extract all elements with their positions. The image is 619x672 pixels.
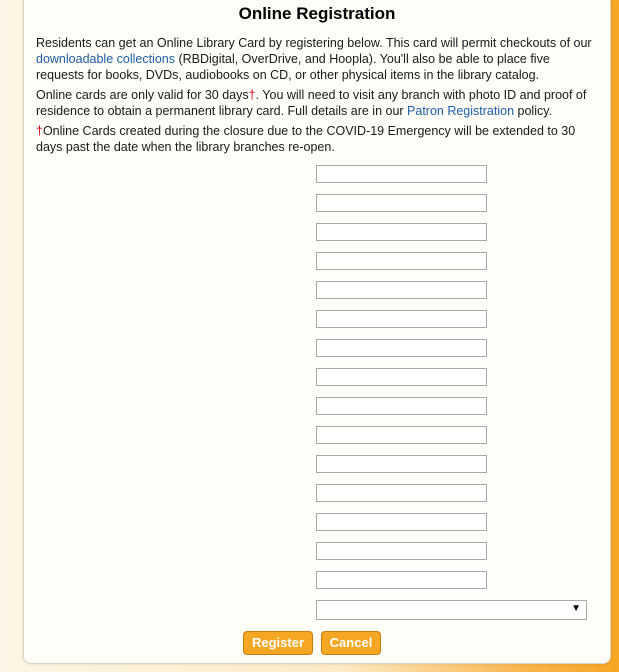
birthday-mm-dd-yyyy-input[interactable] [316, 281, 487, 299]
covid-note-text: Online Cards created during the closure due to the COVID-19 Emergency will be extended to 30 days past the date when the library branches re-open. [36, 124, 576, 154]
zip-input[interactable] [316, 426, 487, 444]
city-input[interactable] [316, 368, 487, 386]
register-button[interactable]: Register [243, 631, 313, 655]
dagger-mark: † [36, 124, 43, 138]
state-input[interactable] [316, 397, 487, 415]
validity-paragraph [36, 87, 596, 119]
intro-text-2: (RBDigital, OverDrive, and Hoopla). You'll also be able to place five requests for books, DVDs, audiobooks on CD, or other physical items in the library catalog. [36, 52, 550, 82]
first-name-input[interactable] [316, 165, 487, 183]
covid-note [36, 123, 596, 155]
cancel-button[interactable]: Cancel [321, 631, 381, 655]
intro-text-1: Residents can get an Online Library Card by registering below. This card will permit checkouts of our [36, 36, 592, 50]
patron-registration-link[interactable]: Patron Registration [407, 104, 515, 118]
suffix-input[interactable] [316, 252, 487, 270]
confirm-email-address-input[interactable] [316, 513, 487, 531]
page-title: Online Registration [238, 4, 396, 23]
validity-text-1: Online cards are only valid for 30 days [36, 88, 249, 102]
chevron-down-icon: ▼ [571, 603, 581, 614]
validity-text-3: policy. [514, 104, 553, 118]
last-name-input[interactable] [316, 223, 487, 241]
confirm-pin-input[interactable] [316, 571, 487, 589]
dagger-mark: † [248, 88, 256, 102]
registration-card [23, 0, 611, 664]
phone-number-input[interactable] [316, 455, 487, 473]
unit-input[interactable] [316, 339, 487, 357]
downloadable-collections-link[interactable]: downloadable collections [36, 52, 175, 66]
middle-name-input[interactable] [316, 194, 487, 212]
validity-text-2: . You will need to visit any branch with photo ID and proof of residence to obtain a permanent library card. Full details are in our [36, 88, 587, 118]
email-address-input[interactable] [316, 484, 487, 502]
choose-pin-input[interactable] [316, 542, 487, 560]
address-input[interactable] [316, 310, 487, 328]
intro-paragraph [36, 35, 596, 83]
library-branch-select[interactable] [316, 600, 587, 620]
